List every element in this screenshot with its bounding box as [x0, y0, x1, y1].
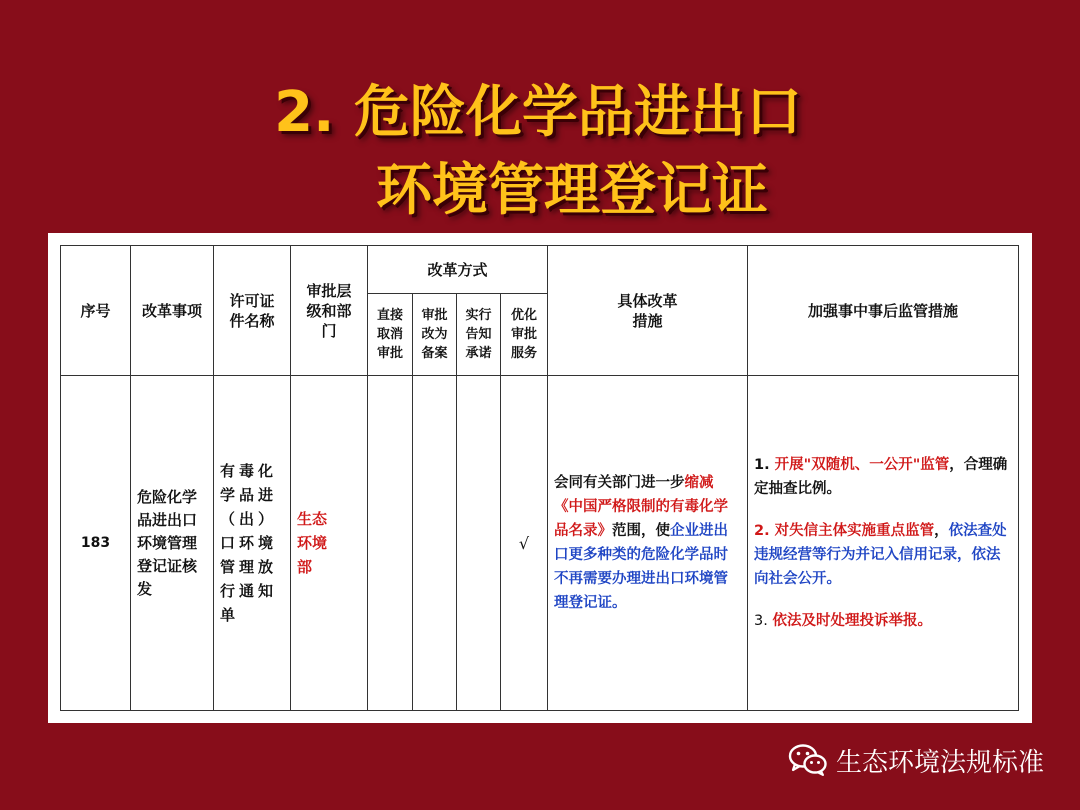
row-detail: 会同有关部门进一步缩减《中国严格限制的有毒化学品名录》范围，使企业进出口更多种类的危险化学品时不再需要办理进出口环境管理登记证。: [548, 376, 748, 711]
header-measures: 加强事中事后监管措施: [748, 246, 1019, 376]
reform-table: [60, 245, 1019, 711]
measure-1: 1. 开展"双随机、一公开"监管，合理确定抽查比例。: [754, 457, 1008, 497]
row-check-commitment: [457, 376, 501, 711]
row-no: 183: [61, 376, 131, 711]
title-line-2: 环境管理登记证: [376, 158, 768, 223]
header-item: 改革事项: [131, 246, 214, 376]
title-line-1: 2. 危险化学品进出口: [274, 80, 802, 145]
header-method-commitment: 实行告知承诺: [457, 294, 501, 376]
header-level: 审批层级和部门: [291, 246, 368, 376]
measure-3: 3. 依法及时处理投诉举报。: [754, 613, 932, 629]
row-check-filing: [413, 376, 457, 711]
footer-account: [788, 740, 1044, 780]
row-measures: [748, 376, 1019, 711]
measure-2: 2. 对失信主体实施重点监管，依法查处违规经营等行为并记入信用记录，依法向社会公开。: [754, 523, 1007, 587]
row-permit: 有毒化学品进（出）口环境管理放行通知单: [214, 376, 291, 711]
header-method-cancel: 直接取消审批: [368, 294, 413, 376]
row-check-cancel: [368, 376, 413, 711]
row-dept: 生态环境部: [291, 376, 368, 711]
row-item: 危险化学品进出口环境管理登记证核发: [131, 376, 214, 711]
header-detail: 具体改革措施: [548, 246, 748, 376]
header-method: 改革方式: [368, 246, 548, 294]
table-panel: [48, 233, 1032, 723]
wechat-icon: [788, 743, 828, 777]
row-check-optimize: √: [501, 376, 548, 711]
header-method-optimize: 优化审批服务: [501, 294, 548, 376]
header-no: 序号: [61, 246, 131, 376]
header-method-filing: 审批改为备案: [413, 294, 457, 376]
header-permit: 许可证件名称: [214, 246, 291, 376]
footer-account-name: 生态环境法规标准: [835, 747, 1044, 778]
